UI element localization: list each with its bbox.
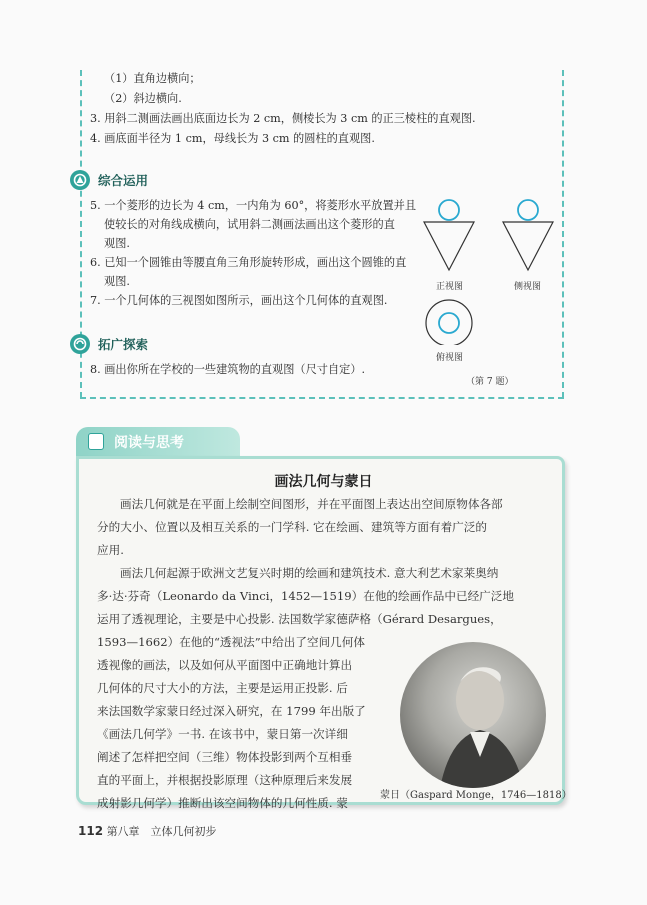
exercise-line: 观图. [104, 237, 130, 250]
apply-icon [70, 170, 90, 190]
reading-line: 阐述了怎样把空间（三维）物体投影到两个互相垂 [97, 750, 353, 764]
section-explore-heading [70, 334, 148, 354]
exercise-line: 观图. [104, 275, 130, 288]
reading-line: 画法几何起源于欧洲文艺复兴时期的绘画和建筑技术. 意大利艺术家莱奥纳 [120, 566, 499, 580]
monge-portrait [400, 642, 546, 788]
section-explore-title: 拓广探索 [98, 337, 149, 352]
side-view-label: 侧视图 [514, 282, 542, 292]
exercise-line: 4. 画底面半径为 1 cm，母线长为 3 cm 的圆柱的直观图. [90, 132, 375, 145]
reading-line: 来法国数学家蒙日经过深入研究，在 1799 年出版了 [97, 704, 366, 718]
reading-tab [76, 427, 240, 457]
reading-line: 1593—1662）在他的“透视法”中给出了空间几何体 [97, 635, 365, 649]
front-view-shape [424, 200, 474, 270]
chapter-title: 第八章 立体几何初步 [106, 825, 217, 838]
reading-line: 成射影几何学）推断出该空间物体的几何性质. 蒙 [97, 796, 348, 810]
exercise-line: 7. 一个几何体的三视图如图所示，画出这个几何体的直观图. [90, 294, 388, 307]
exercise-line: 3. 用斜二测画法画出底面边长为 2 cm，侧棱长为 3 cm 的正三棱柱的直观图. [90, 112, 476, 125]
reading-line: 透视像的画法，以及如何从平面图中正确地计算出 [97, 658, 353, 672]
portrait-caption: 蒙日（Gaspard Monge，1746—1818） [380, 790, 572, 801]
section-apply-heading [70, 170, 148, 190]
book-icon [88, 433, 104, 450]
exercise-line: （1）直角边横向； [104, 72, 201, 85]
reading-line: 几何体的尺寸大小的方法，主要是运用正投影. 后 [97, 681, 348, 695]
side-view-shape [503, 200, 553, 270]
figure-caption: （第 7 题） [466, 377, 514, 387]
three-view-figure [418, 195, 568, 345]
reading-line: 应用. [97, 543, 124, 557]
page-footer [78, 823, 217, 839]
top-view-shape [426, 300, 472, 345]
exercise-frame-bottom [80, 397, 564, 399]
reading-line: 运用了透视理论，主要是中心投影. 法国数学家德萨格（Gérard Desargues， [97, 612, 502, 626]
reading-line: 分的大小、位置以及相互关系的一门学科. 它在绘画、建筑等方面有着广泛的 [97, 520, 487, 534]
section-apply-title: 综合运用 [98, 173, 149, 188]
top-view-label: 俯视图 [436, 353, 464, 363]
explore-icon [70, 334, 90, 354]
reading-title: 画法几何与蒙日 [274, 474, 373, 490]
exercise-line: 8. 画出你所在学校的一些建筑物的直观图（尺寸自定）. [90, 363, 366, 376]
exercise-line: 5. 一个菱形的边长为 4 cm，一内角为 60°，将菱形水平放置并且 [90, 199, 417, 212]
exercise-line: 使较长的对角线成横向，试用斜二测画法画出这个菱形的直 [104, 218, 395, 231]
page-number: 112 [78, 824, 104, 838]
reading-line: 画法几何就是在平面上绘制空间图形，并在平面图上表达出空间原物体各部 [120, 497, 503, 511]
reading-line: 多·达·芬奇（Leonardo da Vinci，1452—1519）在他的绘画作品中已经广泛地 [97, 589, 514, 603]
reading-line: 直的平面上，并根据投影原理（这种原理后来发展 [97, 773, 353, 787]
front-view-label: 正视图 [436, 282, 464, 292]
reading-line: 《画法几何学》一书. 在该书中，蒙日第一次详细 [97, 727, 348, 741]
exercise-line: （2）斜边横向. [104, 92, 182, 105]
exercise-line: 6. 已知一个圆锥由等腰直角三角形旋转形成，画出这个圆锥的直 [90, 256, 407, 269]
reading-tab-title: 阅读与思考 [114, 435, 184, 451]
